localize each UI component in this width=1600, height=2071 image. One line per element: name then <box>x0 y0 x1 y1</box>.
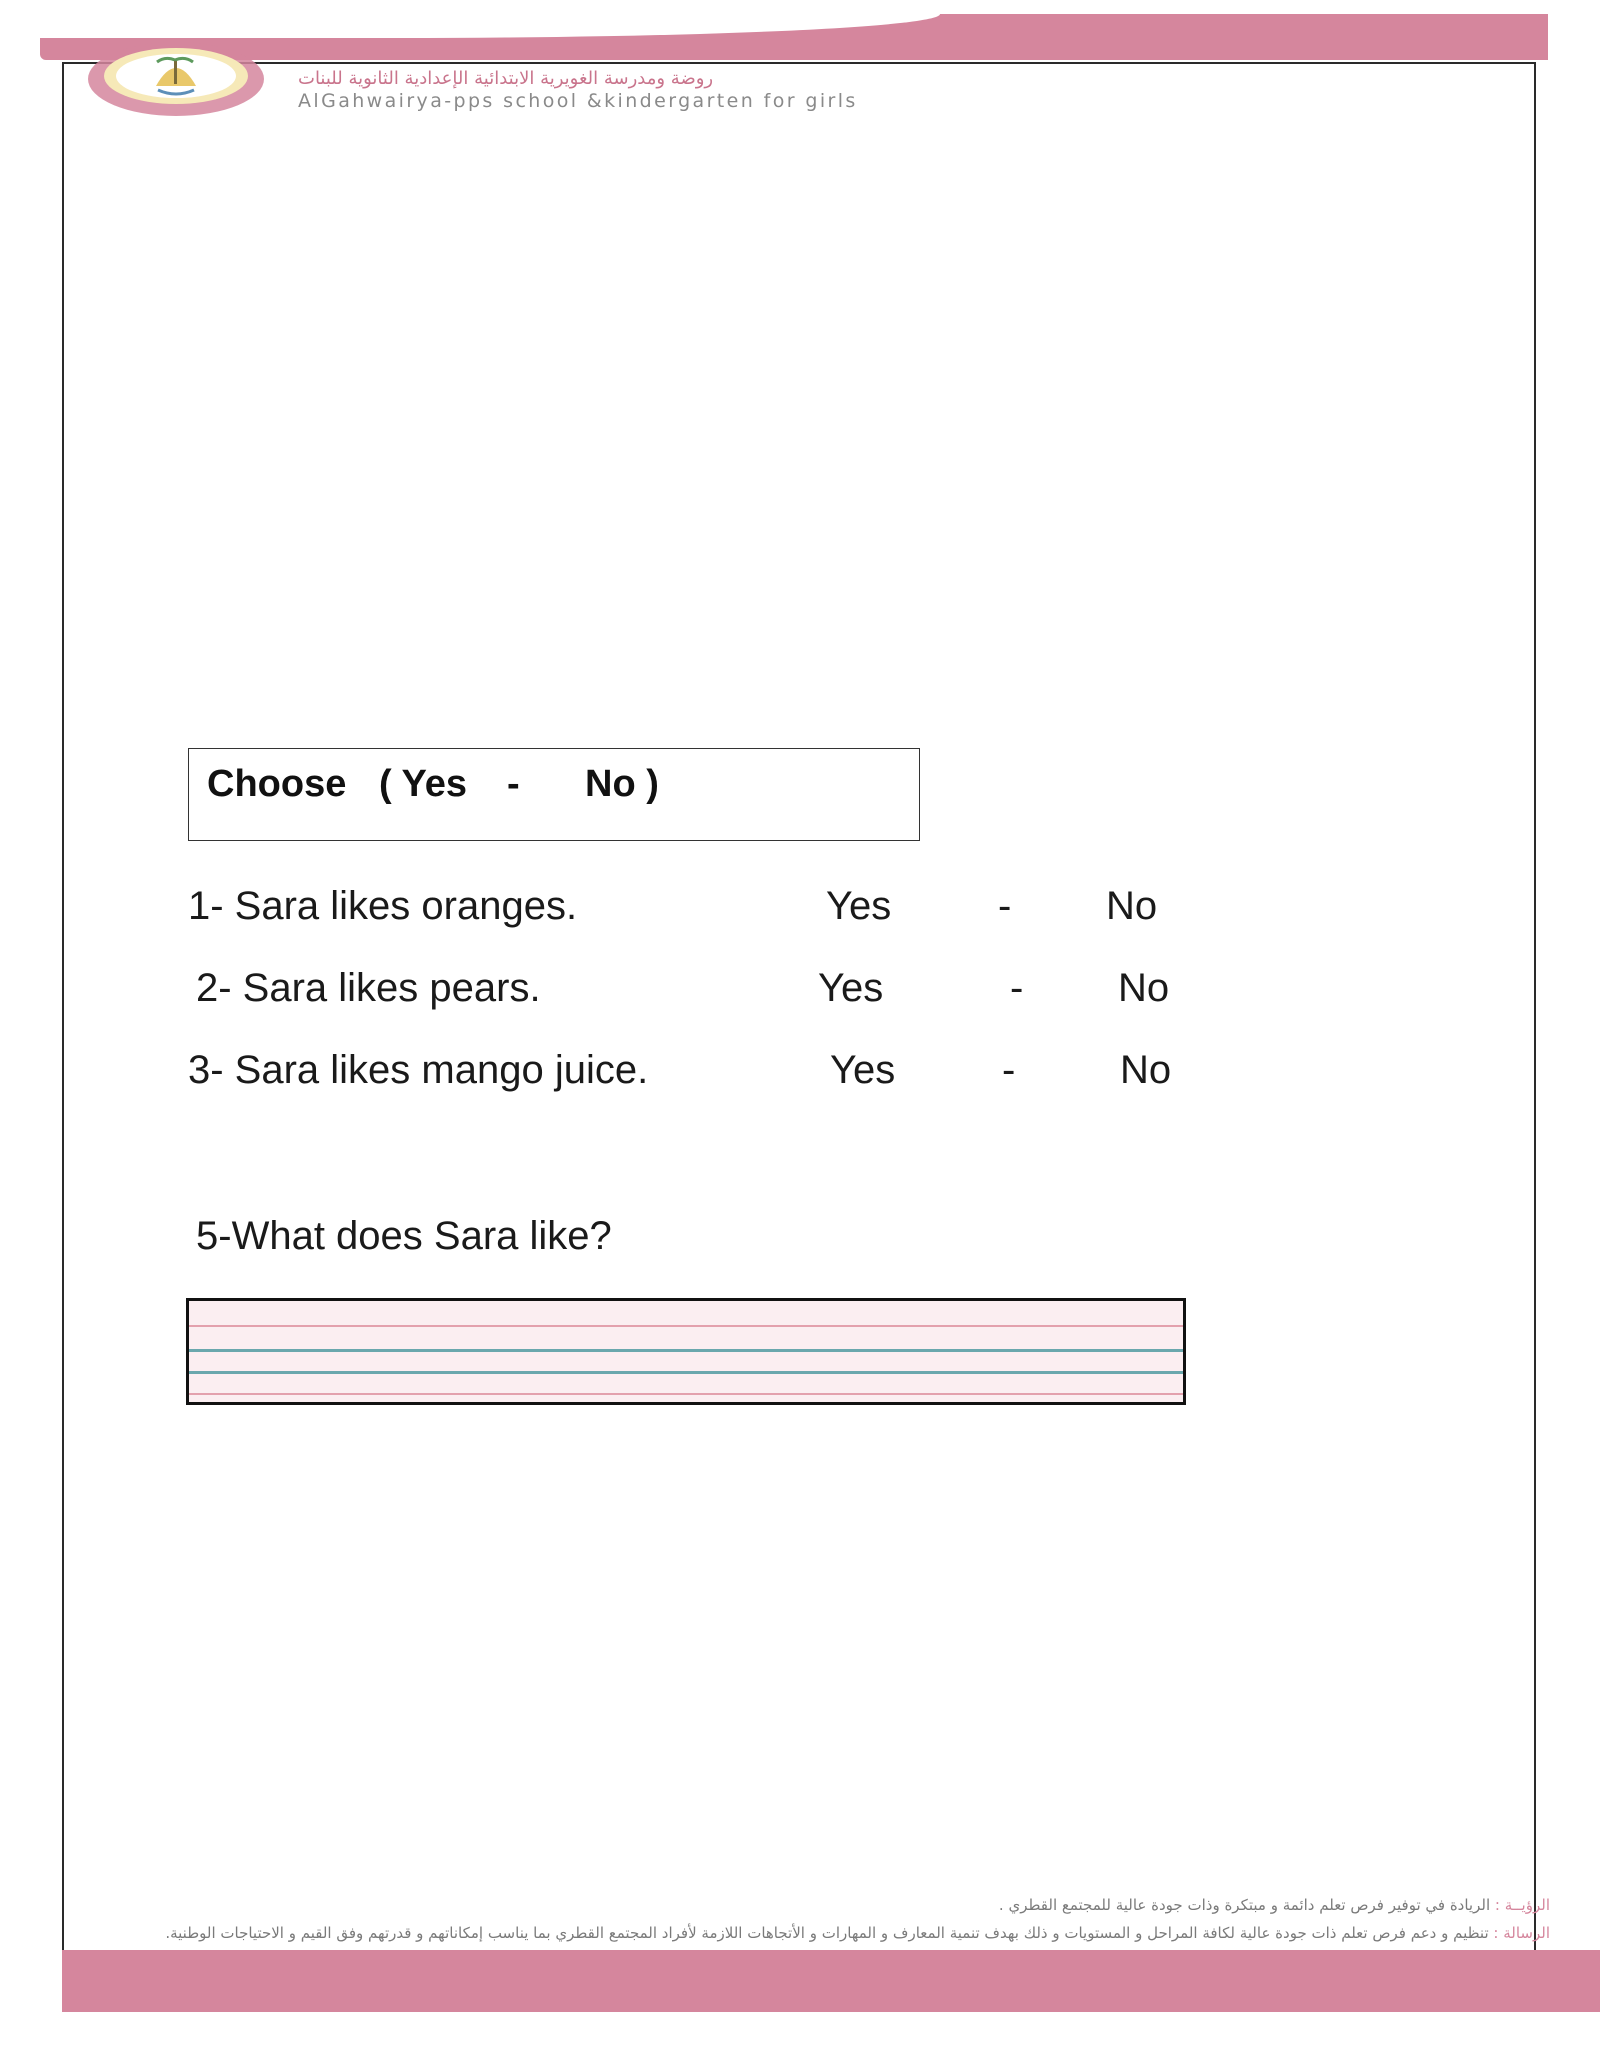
question-3-text: 3- Sara likes mango juice. <box>188 1048 649 1092</box>
footer-mission-label: الرسالة : <box>1493 1924 1550 1942</box>
footer-mission-text: تنظيم و دعم فرص تعلم ذات جودة عالية لكافة المراحل و المستويات و ذلك بهدف تنمية المعارف و المهارات و الأتجاهات اللازمة لأفراد المجتمع القطري بما يناسب إمكاناتهم و قدرتهم وفق القيم و الاحتياجات الوطنية. <box>165 1924 1489 1942</box>
question-2-dash: - <box>1010 966 1024 1010</box>
question-2-yes[interactable]: Yes <box>818 966 884 1010</box>
instruction-dash: - <box>507 763 520 805</box>
question-3-no[interactable]: No <box>1120 1048 1172 1092</box>
writing-line-upper <box>189 1349 1183 1352</box>
writing-line-top <box>189 1325 1183 1327</box>
question-1-dash: - <box>998 884 1012 928</box>
instruction-no: No ) <box>585 763 659 805</box>
answer-writing-box[interactable] <box>186 1298 1186 1405</box>
question-3-dash: - <box>1002 1048 1016 1092</box>
writing-line-bottom <box>189 1393 1183 1395</box>
question-2-text: 2- Sara likes pears. <box>196 966 541 1010</box>
footer-vision <box>999 1896 1550 1914</box>
school-name-english: AlGahwairya-pps school &kindergarten for girls <box>298 90 858 112</box>
open-question-text: 5-What does Sara like? <box>196 1214 612 1258</box>
footer-vision-text: الريادة في توفير فرص تعلم دائمة و مبتكرة وذات جودة عالية للمجتمع القطري . <box>998 1896 1491 1914</box>
school-name-arabic: روضة ومدرسة الغويرية الابتدائية الإعدادية الثانوية للبنات <box>298 68 714 89</box>
question-1-text: 1- Sara likes oranges. <box>188 884 578 928</box>
instruction-choose: Choose <box>207 763 347 805</box>
instruction-box <box>188 748 920 841</box>
writing-line-lower <box>189 1371 1183 1374</box>
page-frame <box>62 62 1536 2012</box>
question-2-no[interactable]: No <box>1118 966 1170 1010</box>
ministry-emblem-logo <box>86 40 266 118</box>
question-1-no[interactable]: No <box>1106 884 1158 928</box>
footer-band <box>62 1950 1600 2012</box>
question-3-yes[interactable]: Yes <box>830 1048 896 1092</box>
footer-vision-label: الرؤيــة : <box>1494 1896 1550 1914</box>
question-1-yes[interactable]: Yes <box>826 884 892 928</box>
footer-mission <box>165 1924 1550 1942</box>
instruction-yes: ( Yes <box>379 763 468 805</box>
